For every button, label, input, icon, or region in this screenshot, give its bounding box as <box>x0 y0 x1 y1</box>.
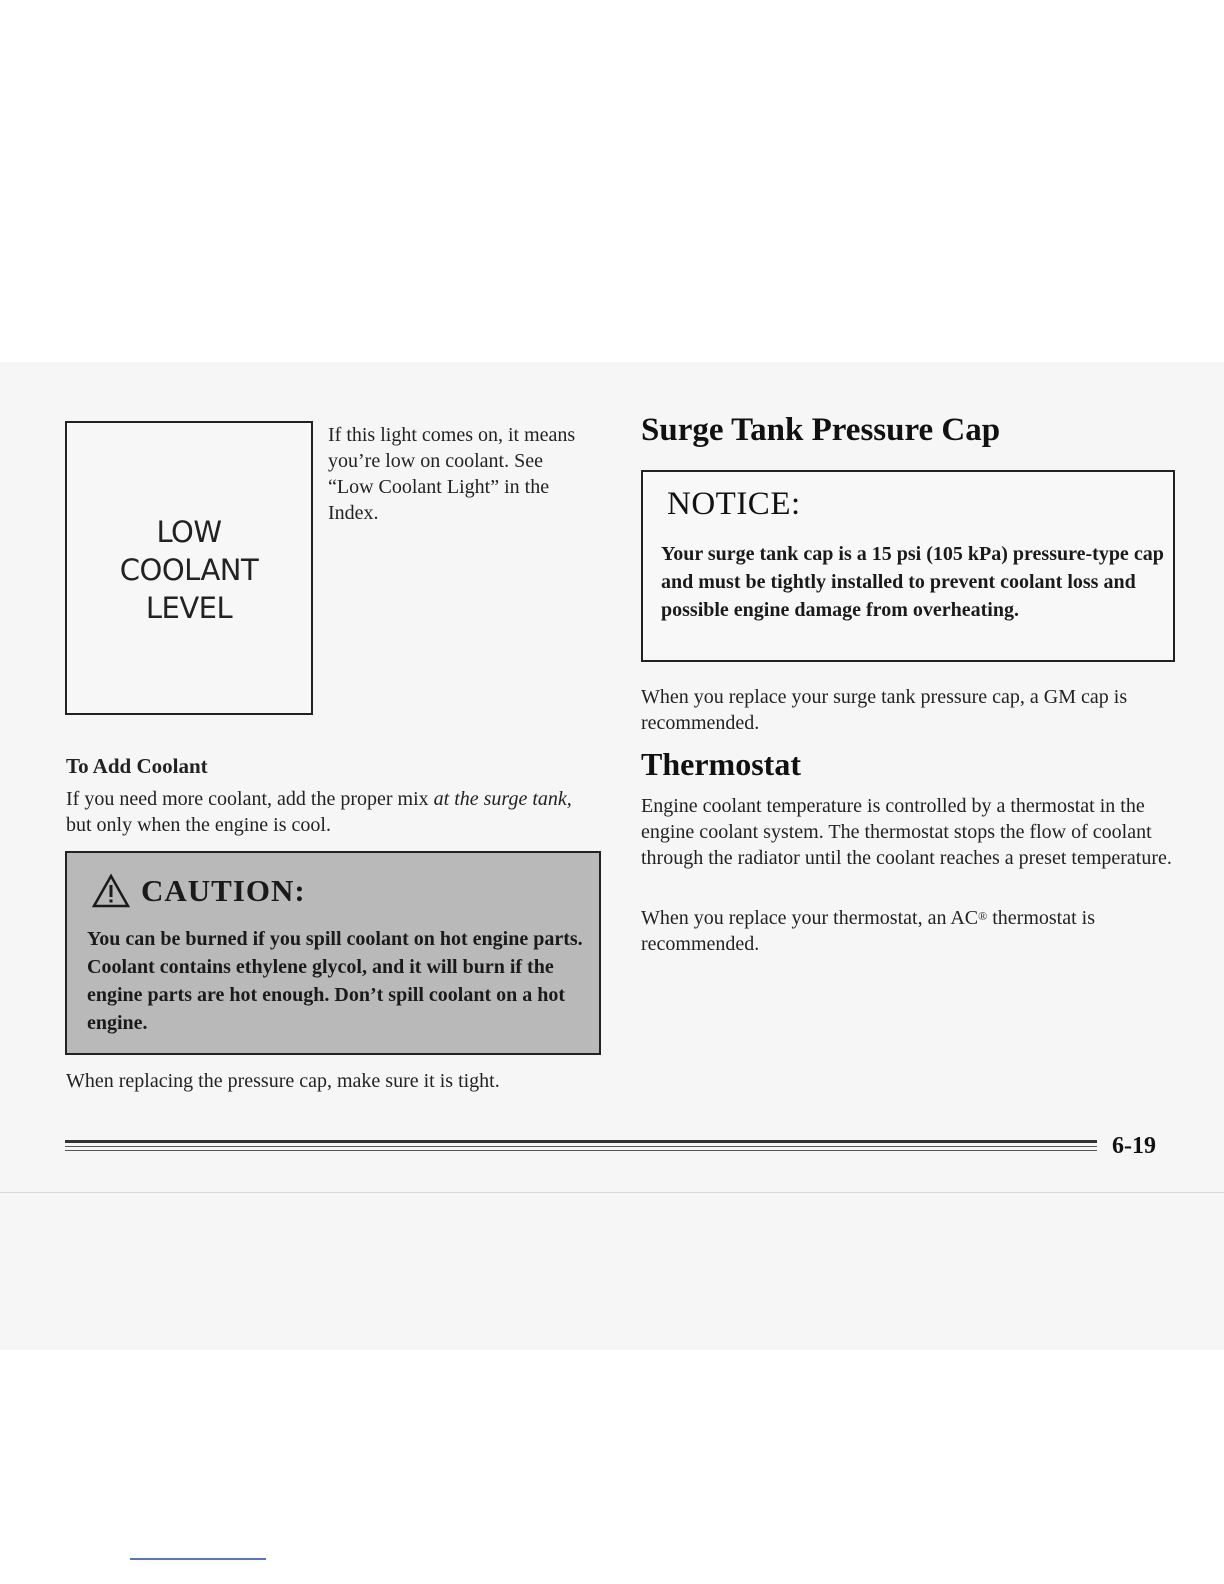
thermostat-paragraph-2 <box>641 905 1176 957</box>
footer-rule-thin-2 <box>65 1150 1097 1151</box>
caution-title-text: CAUTION: <box>141 873 306 908</box>
footer-rule-thick <box>65 1140 1097 1143</box>
notice-title: NOTICE: <box>667 486 801 522</box>
warning-triangle-icon <box>91 873 131 909</box>
indicator-label <box>67 513 311 627</box>
notice-body: Your surge tank cap is a 15 psi (105 kPa) pressure-type cap and must be tightly installed to prevent coolant loss and possible engine damage from overheating. <box>661 543 1164 621</box>
add-coolant-text-end: but only when the engine is cool. <box>66 814 331 836</box>
caution-box <box>65 851 601 1055</box>
add-coolant-paragraph <box>66 786 586 838</box>
indicator-line-1: LOW <box>156 515 222 549</box>
thermostat-heading: Thermostat <box>641 746 801 782</box>
thermostat-text: When you replace your thermostat, an AC <box>641 907 979 929</box>
thermostat-text-end: thermostat is recommended. <box>641 907 1096 955</box>
page-number: 6-19 <box>1112 1133 1156 1159</box>
surge-tank-paragraph: When you replace your surge tank pressure cap, a GM cap is recommended. <box>641 686 1128 734</box>
add-coolant-heading: To Add Coolant <box>66 754 208 778</box>
caution-body: You can be burned if you spill coolant on hot engine parts. Coolant contains ethylene glycol, and it will burn if the engine parts are hot enough. Don’t spill coolant on a hot engine. <box>87 928 583 1034</box>
indicator-description: If this light comes on, it means you’re low on coolant. See “Low Coolant Light” in the Index. <box>328 424 576 524</box>
footer-rule-thin <box>65 1146 1097 1147</box>
add-coolant-text: If you need more coolant, add the proper mix <box>66 788 434 810</box>
thermostat-paragraph-1: Engine coolant temperature is controlled by a thermostat in the engine coolant system. The thermostat stops the flow of coolant through the radiator until the coolant reaches a preset temperature. <box>641 795 1172 869</box>
indicator-line-3: LEVEL <box>145 591 233 625</box>
registered-mark: ® <box>978 909 988 923</box>
caution-title <box>91 873 306 909</box>
surge-tank-heading: Surge Tank Pressure Cap <box>641 412 1001 448</box>
notice-box <box>641 470 1175 662</box>
replace-cap-paragraph: When replacing the pressure cap, make sure it is tight. <box>66 1070 500 1092</box>
footer-rule <box>65 1140 1097 1151</box>
add-coolant-italic: at the surge tank, <box>433 788 572 810</box>
low-coolant-indicator <box>65 421 313 715</box>
bottom-mark <box>130 1558 266 1560</box>
indicator-line-2: COOLANT <box>119 553 259 587</box>
scan-divider <box>0 1192 1224 1193</box>
